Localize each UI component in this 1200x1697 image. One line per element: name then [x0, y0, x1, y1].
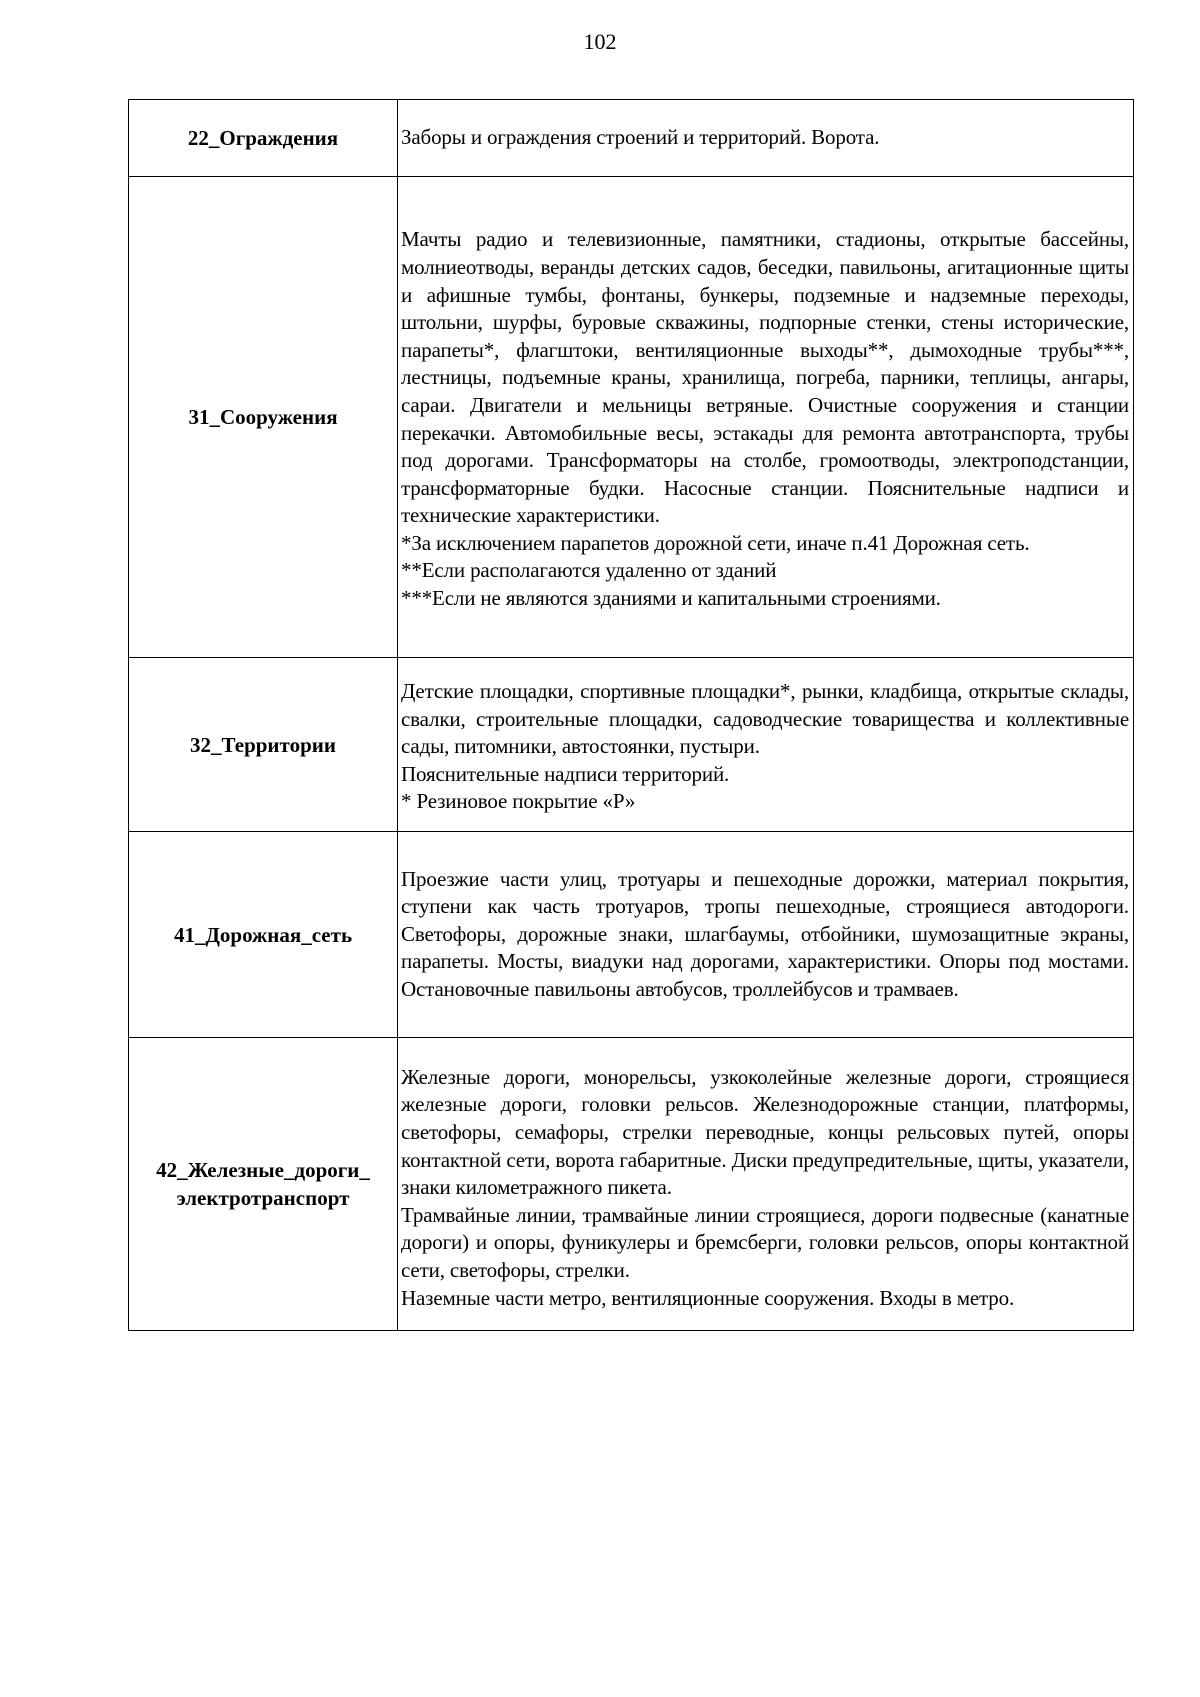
description-paragraph: Проезжие части улиц, тротуары и пешеходные дорожки, материал покрытия, ступени как часть тротуаров, тропы пешеходные, строящиеся автодороги. Светофоры, дорожные знаки, шлагбаумы, отбойники, шумозащитные экраны, парапеты. Мосты, виадуки над дорогами, характеристики. Опоры под мостами. Остановочные павильоны автобусов, троллейбусов и трамваев. [401, 866, 1129, 1001]
footnote-paragraph: **Если располагаются удаленно от зданий [401, 558, 777, 583]
class-code: 31_Сооружения [188, 405, 338, 429]
description-paragraph: Пояснительные надписи территорий. [401, 761, 730, 786]
class-description-cell [398, 832, 1134, 1038]
description-paragraph: Заборы и ограждения строений и территорий. Ворота. [401, 125, 880, 150]
description-paragraph: Детские площадки, спортивные площадки*, рынки, кладбища, открытые склады, свалки, строительные площадки, садоводческие товарищества и коллективные сады, питомники, автостоянки, пустыри. [401, 679, 1129, 759]
class-code-line: 42_Железные_дороги_ [156, 1158, 370, 1182]
class-description-cell [398, 100, 1134, 177]
table-row [129, 832, 1134, 1038]
page-number: 102 [583, 29, 617, 54]
table-row [129, 1038, 1134, 1331]
description-paragraph: Мачты радио и телевизионные, памятники, стадионы, открытые бассейны, молниеотводы, веранды детских садов, беседки, павильоны, агитационные щиты и афишные тумбы, фонтаны, бункеры, подземные и надземные переходы, штольни, шурфы, буровые скважины, подпорные стенки, стены исторические, парапеты*, флагштоки, вентиляционные выходы**, дымоходные трубы***, лестницы, подъемные краны, хранилища, погреба, парники, теплицы, ангары, сараи. Двигатели и мельницы ветряные. Очистные сооружения и станции перекачки. Автомобильные весы, эстакады для ремонта автотранспорта, трубы под дорогами. Трансформаторы на столбе, громоотводы, электроподстанции, трансформаторные будки. Насосные станции. Пояснительные надписи и технические характеристики. [401, 227, 1129, 528]
class-code-cell [129, 1038, 398, 1331]
table-row [129, 658, 1134, 832]
footnote-paragraph: *За исключением парапетов дорожной сети, иначе п.41 Дорожная сеть. [401, 530, 1030, 555]
footnote-paragraph: ***Если не являются зданиями и капитальными строениями. [401, 586, 941, 611]
table-row [129, 177, 1134, 658]
class-code-cell [129, 832, 398, 1038]
feature-class-table [128, 99, 1134, 1331]
class-code: 41_Дорожная_сеть [173, 922, 353, 947]
description-paragraph: Железные дороги, монорельсы, узкоколейные железные дороги, строящиеся железные дороги, головки рельсов. Железнодорожные станции, платформы, светофоры, семафоры, стрелки переводные, концы рельсовых путей, опоры контактной сети, ворота габаритные. Диски предупредительные, щиты, указатели, знаки километражного пикета. [401, 1064, 1129, 1200]
class-code: 22_Ограждения [187, 126, 339, 150]
class-code-cell [129, 100, 398, 177]
class-code-cell [129, 658, 398, 832]
footnote-paragraph: * Резиновое покрытие «Р» [401, 789, 636, 814]
description-paragraph: Наземные части метро, вентиляционные сооружения. Входы в метро. [401, 1285, 1015, 1310]
class-description-cell [398, 658, 1134, 832]
class-code-cell [129, 177, 398, 658]
description-paragraph: Трамвайные линии, трамвайные линии строящиеся, дороги подвесные (канатные дороги) и опоры, фуникулеры и бремсберги, головки рельсов, опоры контактной сети, светофоры, стрелки. [401, 1202, 1129, 1282]
class-code: 32_Территории [190, 732, 336, 757]
class-description-cell [398, 177, 1134, 658]
class-description-cell [398, 1038, 1134, 1331]
table-row [129, 100, 1134, 177]
class-code-line: электротранспорт [176, 1186, 350, 1210]
